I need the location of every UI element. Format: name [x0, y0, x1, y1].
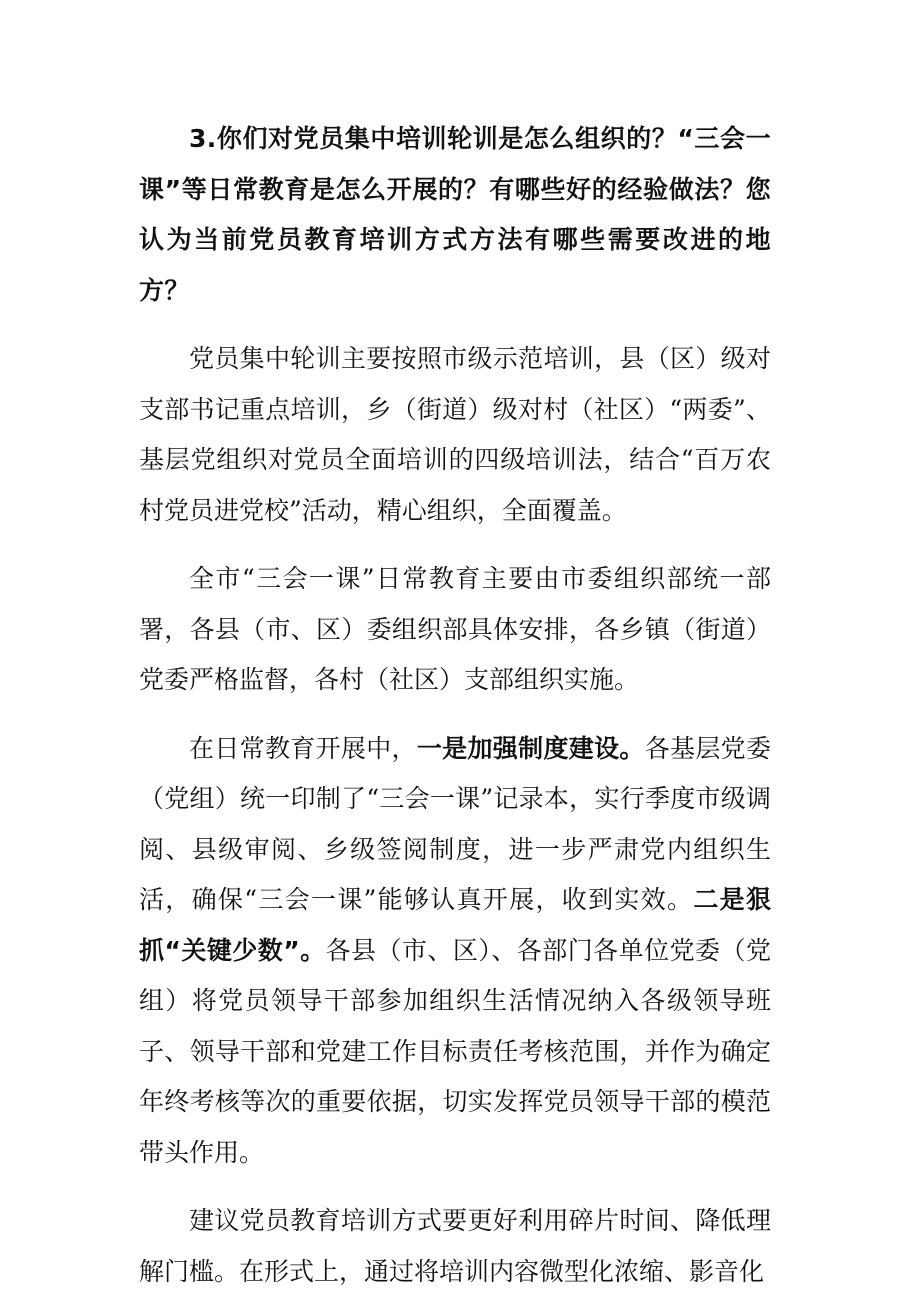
practice-text-2: 各县（市、区）、各部门各单位党委（党组）将党员领导干部参加组织生活情况纳入各级领导班子、领导干部和党建工作目标责任考核范围，并作为确定年终考核等次的重要依据，切实发挥党员领导干部的模范带头作用。: [139, 935, 771, 1167]
practice-text-1: 各基层党委（党组）统一印制了“三会一课”记录本，实行季度市级调阅、县级审阅、乡级签阅制度，进一步严肃党内组织生活，确保“三会一课”能够认真开展，收到实效。: [139, 733, 771, 914]
paragraph-centralized-training: 党员集中轮训主要按照市级示范培训，县（区）级对支部书记重点培训，乡（街道）级对村（社区）“两委”、基层党组织对党员全面培训的四级培训法，结合“百万农村党员进党校”活动，精心组织，全面覆盖。: [139, 344, 771, 525]
practice-point-1: 一是加强制度建设。: [416, 733, 645, 763]
paragraph-suggestions: 建议党员教育培训方式要更好利用碎片时间、降低理解门槛。在形式上，通过将培训内容微型化浓缩、影音化: [139, 1206, 771, 1286]
question-heading: 3.你们对党员集中培训轮训是怎么组织的？“三会一课”等日常教育是怎么开展的？有哪些好的经验做法？您认为当前党员教育培训方式方法有哪些需要改进的地方？: [139, 124, 771, 305]
document-body: [139, 114, 771, 1315]
practice-point-2: 二是狠抓“关键少数”。: [139, 885, 771, 965]
practices-intro: 在日常教育开展中，: [189, 733, 417, 763]
paragraph-daily-education: 全市“三会一课”日常教育主要由市委组织部统一部署，各县（市、区）委组织部具体安排，各乡镇（街道）党委严格监督，各村（社区）支部组织实施。: [139, 564, 771, 694]
paragraph-practices: [139, 724, 771, 1179]
